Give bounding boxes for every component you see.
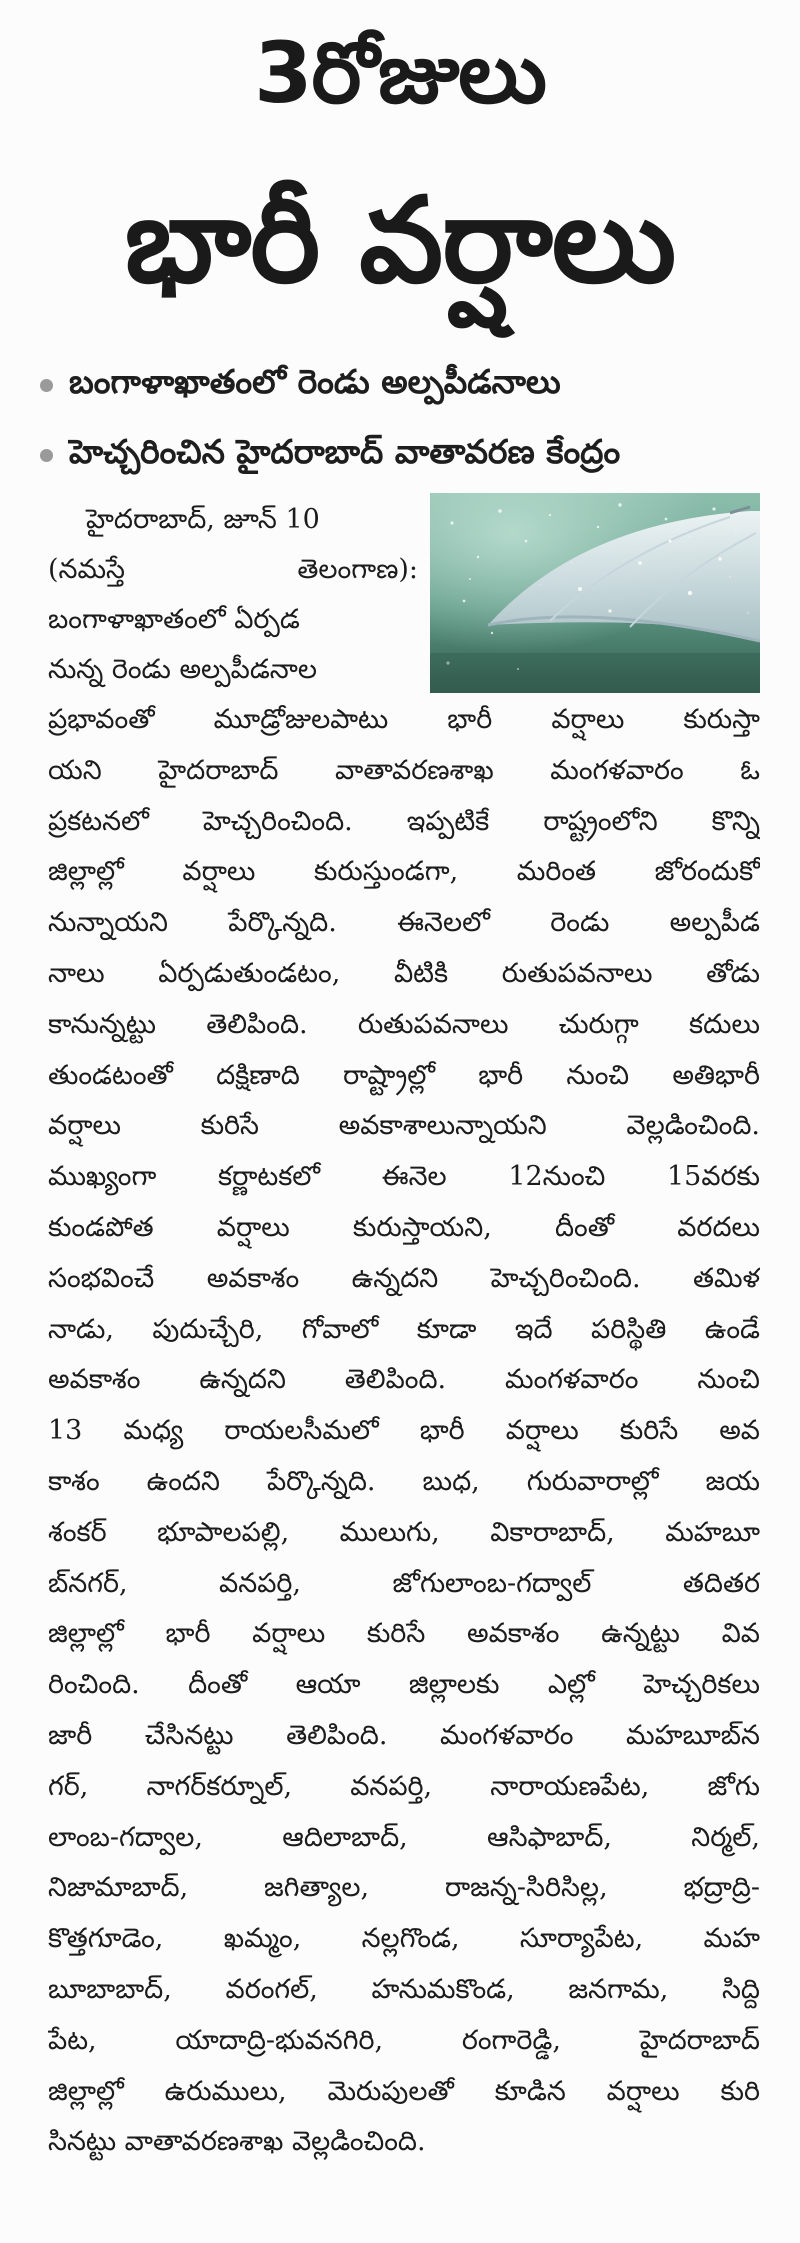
body-line: జిల్లాల్లో ఉరుములు, మెరుపులతో కూడిన వర్షాలు కురి [48,2075,760,2107]
headline-line-2: భారీ వర్షాలు [124,171,676,309]
body-line: సంభవించే అవకాశం ఉన్నదని హెచ్చరించింది. తమిళ [48,1262,760,1294]
body-line: తుండటంతో దక్షిణాది రాష్ట్రాల్లో భారీ నుంచి అతిభారీ [48,1059,760,1091]
dateline: హైదరాబాద్, జూన్ 10 [86,504,320,535]
subheadline-text: హెచ్చరించిన హైదరాబాద్ వాతావరణ కేంద్రం [69,431,621,471]
subheadline-list [40,350,780,490]
body-line: యని హైదరాబాద్ వాతావరణశాఖ మంగళవారం ఓ [48,754,760,786]
bullet-dot-icon [40,379,53,392]
body-line: కొత్తగూడెం, ఖమ్మం, నల్లగొండ, సూర్యాపేట, మహ [48,1923,760,1955]
body-line: జిల్లాల్లో వర్షాలు కురుస్తుండగా, మరింత జోరందుకో [48,856,760,888]
subheadline-text: బంగాళాఖాతంలో రెండు అల్పపీడనాలు [69,361,561,401]
body-line: జిల్లాల్లో భారీ వర్షాలు కురిసే అవకాశం ఉన్నట్టు వివ [48,1618,760,1650]
body-line: వర్షాలు కురిసే అవకాశాలున్నాయని వెల్లడించింది. [48,1110,760,1142]
subheadline-item [40,350,780,420]
headline-line-1: 3రోజులు [254,24,546,122]
body-line: పేట, యాదాద్రి-భువనగిరి, రంగారెడ్డి, హైదరాబాద్ [48,2024,760,2056]
dateline-source [48,545,418,595]
umbrella-icon [430,493,760,693]
body-line: జారీ చేసినట్టు తెలిపింది. మంగళవారం మహబూబ్‌న [48,1719,760,1751]
body-line: కాశం ఉందని పేర్కొన్నది. బుధ, గురువారాల్లో జయ [48,1465,760,1497]
article-body [48,695,760,2168]
body-line: నున్నాయని పేర్కొన్నది. ఈనెలలో రెండు అల్పపీడ [48,907,760,939]
body-line: లాంబ-గద్వాల, ఆదిలాబాద్, ఆసిఫాబాద్, నిర్మల్, [48,1821,760,1853]
body-line: నాలు ఏర్పడుతుండటం, వీటికి రుతుపవనాలు తోడు [48,957,760,989]
body-line: కానున్నట్టు తెలిపింది. రుతుపవనాలు చురుగ్గా కదులు [48,1008,760,1040]
body-line: నాడు, పుదుచ్చేరి, గోవాలో కూడా ఇదే పరిస్థితి ఉండే [48,1313,760,1345]
dateline-source-close: తెలంగాణ): [297,554,418,585]
article-intro [48,495,418,695]
body-line: ముఖ్యంగా కర్ణాటకలో ఈనెల 12నుంచి 15వరకు [48,1161,760,1193]
body-line: సినట్టు వాతావరణశాఖ వెల్లడించింది. [48,2126,426,2158]
intro-line: బంగాళాఖాతంలో ఏర్పడ [48,604,300,635]
body-line: నిజామాబాద్, జగిత్యాల, రాజన్న-సిరిసిల్ల, భద్రాద్రి- [48,1872,760,1904]
body-line: ప్రకటనలో హెచ్చరించింది. ఇప్పటికే రాష్ట్రంలోని కొన్ని [48,805,760,837]
body-line: కుండపోత వర్షాలు కురుస్తాయని, దీంతో వరదలు [48,1211,760,1243]
body-line: 13 మధ్య రాయలసీమలో భారీ వర్షాలు కురిసే అవ [48,1415,760,1447]
dateline-source-open: (నమస్తే [48,554,126,585]
body-line: రించింది. దీంతో ఆయా జిల్లాలకు ఎల్లో హెచ్చరికలు [48,1669,760,1701]
intro-line: నున్న రెండు అల్పపీడనాల [48,654,317,685]
umbrella-in-rain-photo [430,493,760,693]
subheadline-item [40,420,780,490]
body-line: అవకాశం ఉన్నదని తెలిపింది. మంగళవారం నుంచి [48,1364,760,1396]
body-line: గర్, నాగర్‌కర్నూల్, వనపర్తి, నారాయణపేట, జోగు [48,1770,760,1802]
body-line: బూబాబాద్, వరంగల్, హనుమకొండ, జనగామ, సిద్ది [48,1973,760,2005]
body-line: బ్‌నగర్, వనపర్తి, జోగులాంబ-గద్వాల్ తదితర [48,1567,760,1599]
bullet-dot-icon [40,449,53,462]
body-line: శంకర్ భూపాలపల్లి, ములుగు, వికారాబాద్, మహబూ [48,1516,760,1548]
body-line: ప్రభావంతో మూడ్రోజులపాటు భారీ వర్షాలు కురుస్తా [48,704,760,735]
